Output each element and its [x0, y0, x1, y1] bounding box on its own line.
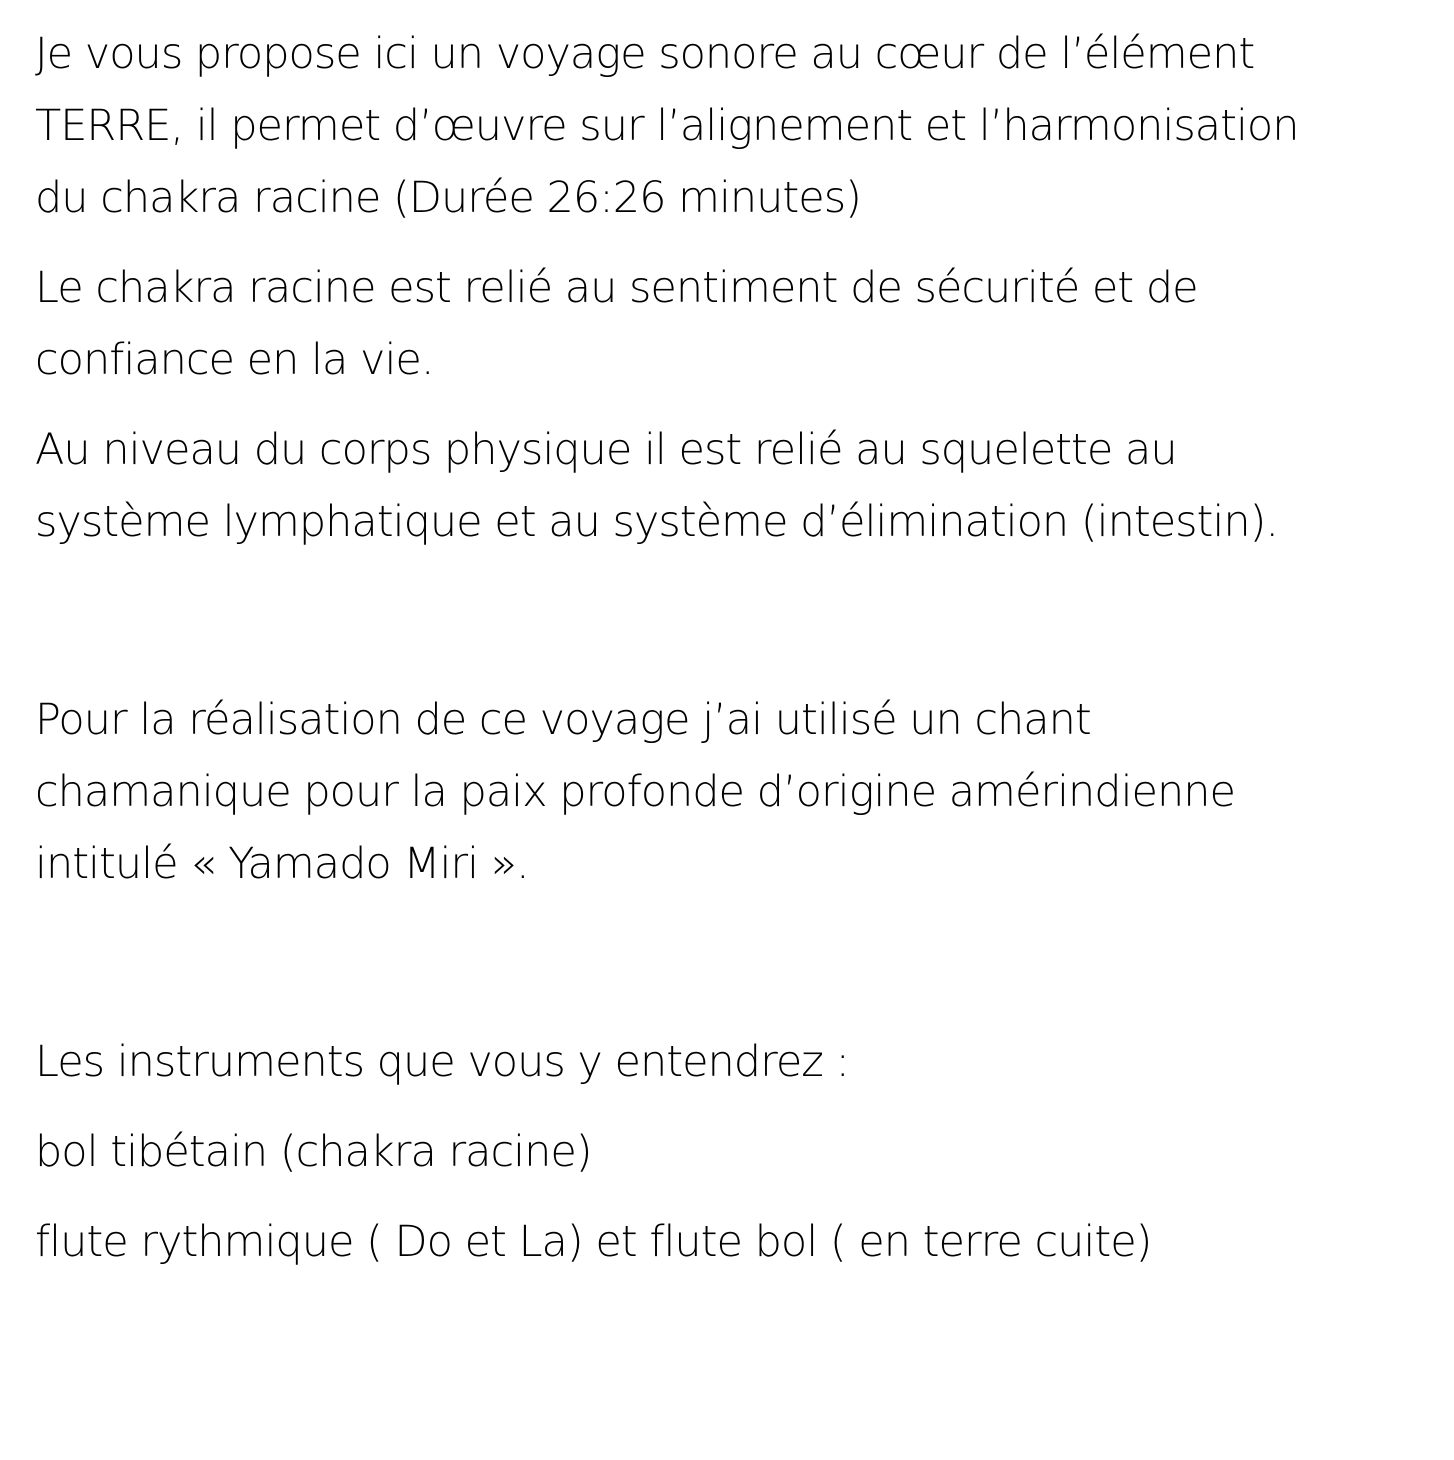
- paragraph-instruments-heading: [35, 1026, 1435, 1098]
- text-line: Pour la réalisation de ce voyage j’ai utilisé un chant: [35, 695, 1091, 745]
- paragraph-chant: [35, 684, 1435, 900]
- text-line: Le chakra racine est relié au sentiment de sécurité et de: [35, 263, 1198, 313]
- text-line: intitulé « Yamado Miri ».: [35, 839, 529, 889]
- text-line: bol tibétain (chakra racine): [35, 1127, 592, 1177]
- paragraph-spacer: [35, 1098, 1435, 1116]
- paragraph-security: [35, 252, 1435, 396]
- paragraph-instrument-bowl: [35, 1116, 1435, 1188]
- paragraph-instrument-flutes: [35, 1206, 1435, 1278]
- paragraph-spacer-large: [35, 558, 1435, 684]
- text-line: Au niveau du corps physique il est relié au squelette au: [35, 425, 1177, 475]
- text-line: flute rythmique ( Do et La) et flute bol ( en terre cuite): [35, 1217, 1152, 1267]
- paragraph-spacer: [35, 1188, 1435, 1206]
- text-line: confiance en la vie.: [35, 335, 434, 385]
- text-line: Les instruments que vous y entendrez :: [35, 1037, 850, 1087]
- text-line: TERRE, il permet d’œuvre sur l’alignement et l’harmonisation: [35, 101, 1299, 151]
- text-line: système lymphatique et au système d’élimination (intestin).: [35, 497, 1279, 547]
- paragraph-physical-body: [35, 414, 1435, 558]
- paragraph-spacer-large: [35, 900, 1435, 1026]
- paragraph-spacer: [35, 396, 1435, 414]
- paragraph-spacer: [35, 234, 1435, 252]
- paragraph-intro: [35, 18, 1435, 234]
- document-body: [35, 18, 1435, 1278]
- text-line: Je vous propose ici un voyage sonore au cœur de l’élément: [35, 29, 1255, 79]
- text-line: du chakra racine (Durée 26:26 minutes): [35, 173, 861, 223]
- text-line: chamanique pour la paix profonde d’origine amérindienne: [35, 767, 1235, 817]
